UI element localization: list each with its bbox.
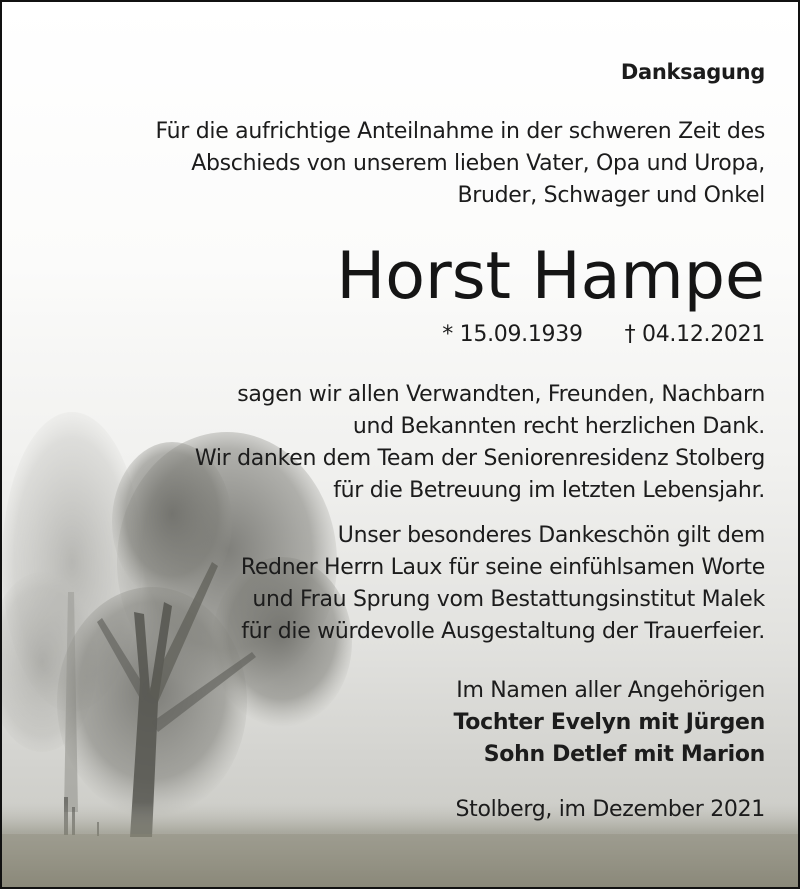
special-thanks-paragraph (62, 520, 765, 648)
deceased-name: Horst Hampe (336, 239, 765, 314)
intro-line: Bruder, Schwager und Onkel (457, 183, 765, 208)
special-thanks-line: Redner Herrn Laux für seine einfühlsamen Worte (240, 555, 765, 580)
death-date: † 04.12.2021 (624, 322, 765, 347)
intro-line: Abschieds von unserem lieben Vater, Opa und Uropa, (191, 151, 765, 176)
special-thanks-line: Unser besonderes Dankeschön gilt dem (337, 523, 765, 548)
signature-family-2: Sohn Detlef mit Marion (483, 742, 765, 767)
thanks-line: und Bekannten recht herzlichen Dank. (352, 414, 765, 439)
heading-danksagung: Danksagung (620, 60, 765, 84)
place-and-date: Stolberg, im Dezember 2021 (455, 797, 765, 822)
signature-preface: Im Namen aller Angehörigen (456, 678, 765, 703)
intro-line: Für die aufrichtige Anteilnahme in der schweren Zeit des (155, 119, 765, 144)
thanks-line: Wir danken dem Team der Seniorenresidenz Stolberg (194, 446, 765, 471)
life-dates (62, 322, 765, 347)
intro-paragraph (62, 116, 765, 212)
special-thanks-line: und Frau Sprung vom Bestattungsinstitut Malek (252, 587, 765, 612)
birth-date: * 15.09.1939 (442, 322, 583, 347)
signature-block (62, 675, 765, 771)
thanks-line: sagen wir allen Verwandten, Freunden, Nachbarn (237, 382, 765, 407)
thanks-line: für die Betreuung im letzten Lebensjahr. (333, 478, 765, 503)
thanks-paragraph (62, 379, 765, 507)
signature-family-1: Tochter Evelyn mit Jürgen (453, 710, 765, 735)
special-thanks-line: für die würdevolle Ausgestaltung der Trauerfeier. (241, 619, 765, 644)
